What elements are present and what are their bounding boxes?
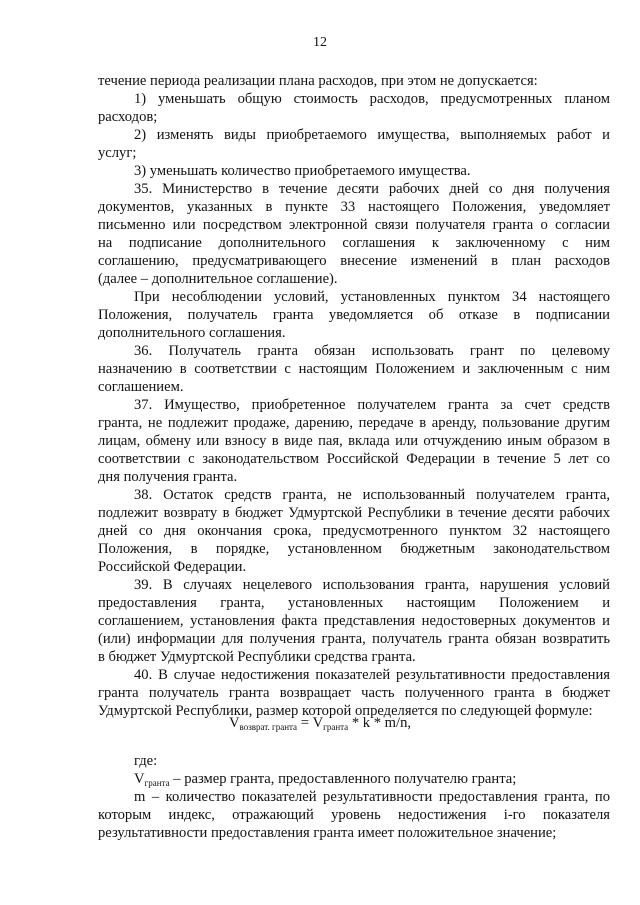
text-line: Положения, получатель гранта уведомляется об отказе в подписании — [98, 307, 610, 323]
text-line: 2) изменять виды приобретаемого имущества, выполняемых работ и — [134, 127, 610, 143]
where-label: где: — [134, 753, 158, 769]
text-line: гранта, не подлежит продаже, дарению, передаче в аренду, пользование другим — [98, 415, 610, 431]
text-line: подлежит возврату в бюджет Удмуртской Республики в течение десяти рабочих — [98, 505, 610, 521]
text-line: 35. Министерство в течение десяти рабочих дней со дня получения — [134, 181, 610, 197]
text-line: 39. В случаях нецелевого использования гранта, нарушения условий — [134, 577, 610, 593]
text-line: документов, указанных в пункте 33 настоящего Положения, уведомляет — [98, 199, 610, 215]
text-line: соглашением, установления факта представления недостоверных документов и — [98, 613, 610, 629]
text-line: 1) уменьшать общую стоимость расходов, предусмотренных планом — [134, 91, 610, 107]
formula — [0, 715, 640, 732]
text-line: Российской Федерации. — [98, 559, 247, 575]
text-line: (или) информации для получения гранта, получатель гранта обязан возвратить — [98, 631, 610, 647]
text-line: предоставления гранта, установленных настоящим Положением и — [98, 595, 610, 611]
text-line: дней со дня окончания срока, предусмотренного пунктом 32 настоящего — [98, 523, 610, 539]
text-line: соглашением. — [98, 379, 184, 395]
formula-eq: = V — [297, 715, 324, 731]
text-line: 36. Получатель гранта обязан использовать грант по целевому — [134, 343, 610, 359]
text-line: 3) уменьшать количество приобретаемого имущества. — [134, 163, 471, 179]
m-definition-line: которым индекс, отражающий уровень недостижения i-го показателя — [98, 807, 610, 823]
text-line: течение периода реализации плана расходов, при этом не допускается: — [98, 73, 538, 89]
v-definition-text: – размер гранта, предоставленного получателю гранта; — [169, 771, 517, 787]
text-line: (далее – дополнительное соглашение). — [98, 271, 338, 287]
text-line: дня получения гранта. — [98, 469, 238, 485]
formula-v: V — [228, 715, 240, 731]
text-line: соглашению, предусматривающего внесение изменений в план расходов — [98, 253, 610, 269]
text-line: услуг; — [98, 145, 137, 161]
text-line: соответствии с законодательством Российской Федерации в течение 5 лет со — [98, 451, 610, 467]
formula-sub-right: гранта — [323, 722, 349, 732]
text-line: назначению в соответствии с настоящим Положением и заключенным с ним — [98, 361, 610, 377]
text-line: гранта получатель гранта возвращает часть полученного гранта в бюджет — [98, 685, 610, 701]
text-line: Удмуртской Республики, размер которой определяется по следующей формуле: — [98, 703, 593, 719]
text-line: на подписание дополнительного соглашения к заключенному с ним — [98, 235, 610, 251]
text-line: дополнительного соглашения. — [98, 325, 286, 341]
text-line: в бюджет Удмуртской Республики средства гранта. — [98, 649, 416, 665]
m-definition-line: m – количество показателей результативности предоставления гранта, по — [134, 789, 610, 805]
v-subscript: гранта — [144, 778, 170, 788]
text-line: 38. Остаток средств гранта, не использованный получателем гранта, — [134, 487, 610, 503]
text-line: письменно или посредством электронной связи получателя гранта о согласии — [98, 217, 610, 233]
formula-sub-left: возврат. гранта — [239, 722, 298, 732]
text-line: 40. В случае недостижения показателей результативности предоставления — [134, 667, 610, 683]
text-line: Положения, в порядке, установленном бюджетным законодательством — [98, 541, 610, 557]
text-line: При несоблюдении условий, установленных пунктом 34 настоящего — [134, 289, 610, 305]
text-line: расходов; — [98, 109, 158, 125]
text-line: 37. Имущество, приобретенное получателем гранта за счет средств — [134, 397, 610, 413]
m-definition-line: результативности предоставления гранта имеет положительное значение; — [98, 825, 557, 841]
v-symbol: V — [134, 771, 145, 787]
page-number: 12 — [313, 35, 327, 50]
text-line: лицам, обмену или взносу в виде пая, вклада или отчуждению иным образом в — [98, 433, 610, 449]
formula-rest: * k * m/n, — [348, 715, 412, 731]
